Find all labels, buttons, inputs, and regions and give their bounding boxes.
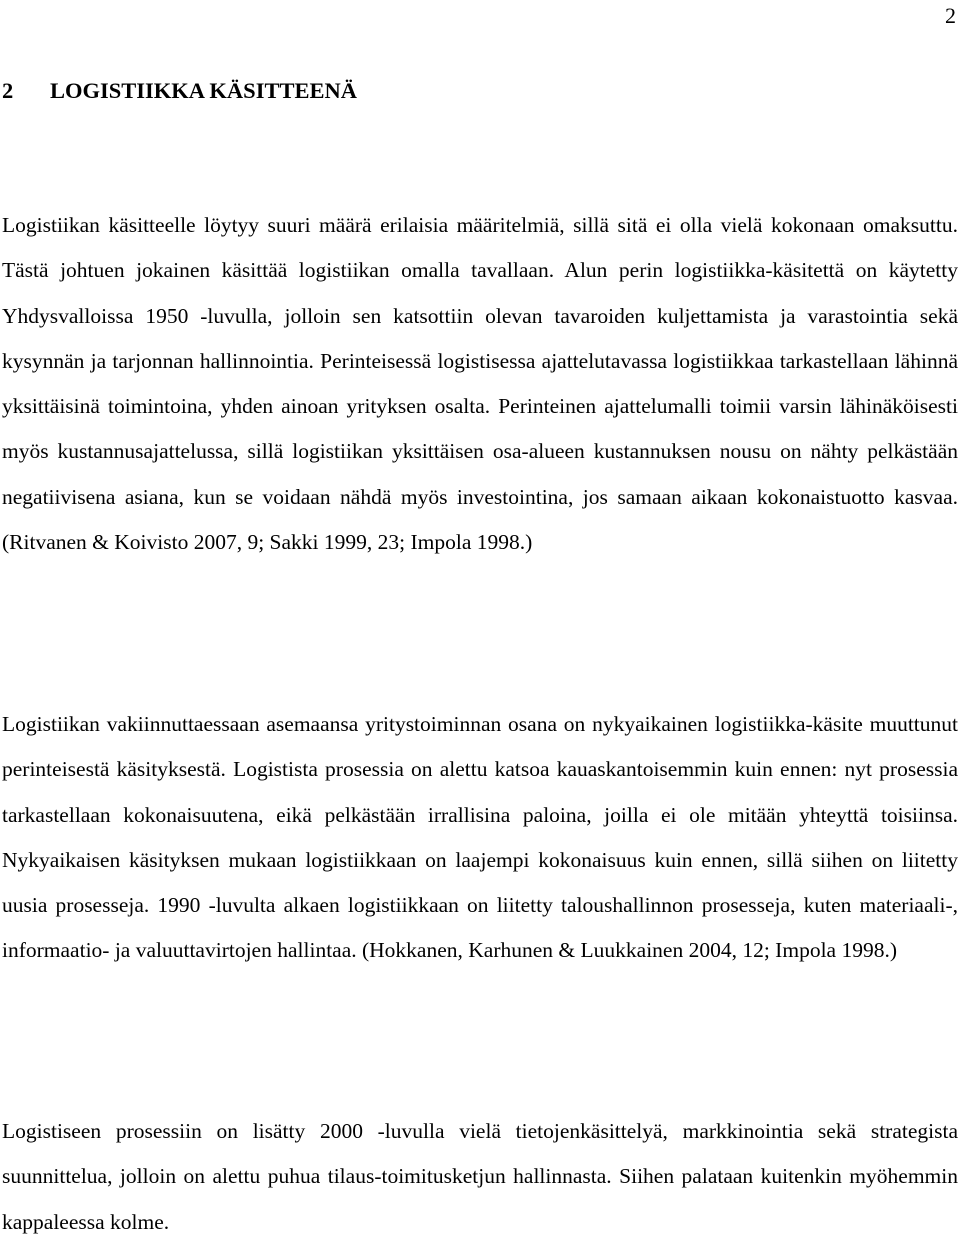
section-heading xyxy=(2,76,357,106)
section-number: 2 xyxy=(2,78,14,103)
body-paragraph: Logistiikan käsitteelle löytyy suuri määrä erilaisia määritelmiä, sillä sitä ei olla vielä kokonaan omaksuttu. Tästä johtuen jokainen käsittää logistiikan omalla tavallaan. Alun perin logistiikka-käsitettä on käytetty Yhdysvalloissa 1950 -luvulla, jolloin sen katsottiin olevan tavaroiden kuljettamista ja varastointia sekä kysynnän ja tarjonnan hallinnointia. Perinteisessä logistisessa ajattelutavassa logistiikkaa tarkastellaan lähinnä yksittäisinä toimintoina, yhden ainoan yrityksen osalta. Perinteinen ajattelumalli toimii varsin lähinäköisesti myös kustannusajattelussa, sillä logistiikan yksittäisen osa-alueen kustannuksen nousu on nähty pelkästään negatiivisena asiana, kun se voidaan nähdä myös investointina, jos samaan aikaan kokonaistuotto kasvaa. (Ritvanen & Koivisto 2007, 9; Sakki 1999, 23; Impola 1998.) xyxy=(2,213,958,555)
section-title: LOGISTIIKKA KÄSITTEENÄ xyxy=(50,78,357,103)
body-paragraph: Logistiseen prosessiin on lisätty 2000 -luvulla vielä tietojenkäsittelyä, markkinointia sekä strategista suunnittelua, jolloin on alettu puhua tilaus-toimitusketjun hallinnasta. Siihen palataan kuitenkin myöhemmin kappaleessa kolme. xyxy=(2,1119,958,1234)
body-paragraph: Logistiikan vakiinnuttaessaan asemaansa yritystoiminnan osana on nykyaikainen logistiikka-käsite muuttunut perinteisestä käsityksestä. Logistista prosessia on alettu katsoa kauaskantoisemmin kuin ennen: nyt prosessia tarkastellaan kokonaisuutena, eikä pelkästään irrallisina paloina, joilla ei ole mitään yhteyttä toisiinsa. Nykyaikaisen käsityksen mukaan logistiikkaan on laajempi kokonaisuus kuin ennen, sillä siihen on liitetty uusia prosesseja. 1990 -luvulta alkaen logistiikkaan on liitetty taloushallinnon prosesseja, kuten materiaali-, informaatio- ja valuuttavirtojen hallintaa. (Hokkanen, Karhunen & Luukkainen 2004, 12; Impola 1998.) xyxy=(2,712,958,963)
page-number: 2 xyxy=(945,3,956,28)
